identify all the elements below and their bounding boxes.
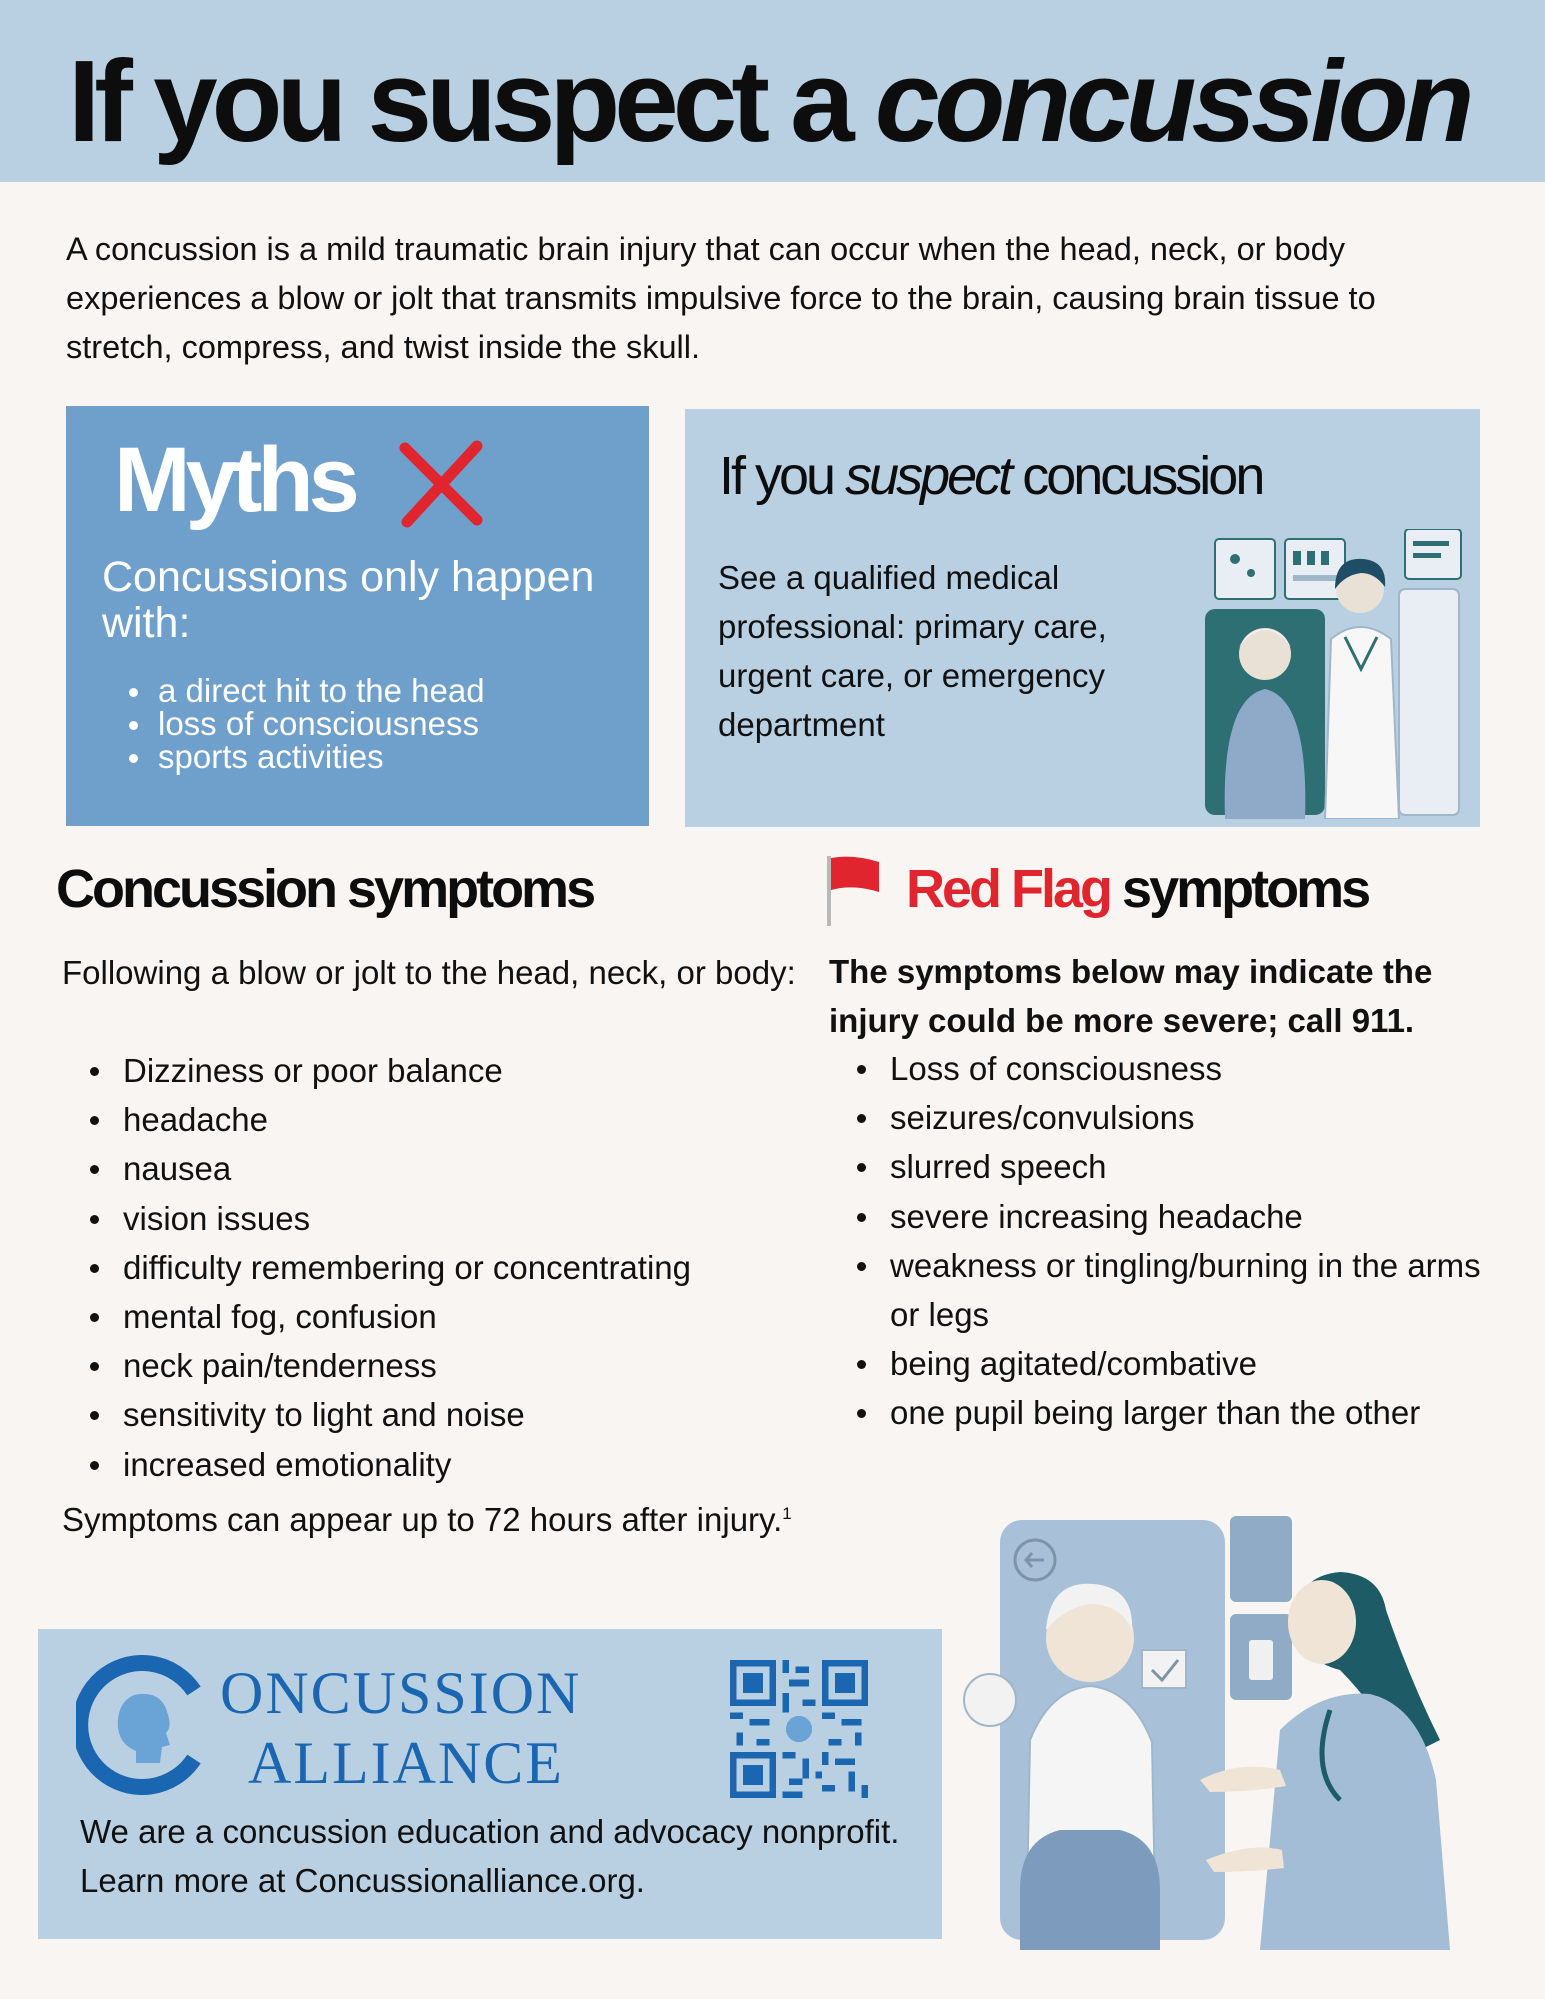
suspect-box — [685, 409, 1480, 827]
redflag-item: Loss of consciousness — [855, 1044, 1505, 1093]
suspect-text: See a qualified medical professional: primary care, urgent care, or emergency department — [718, 559, 1107, 743]
x-mark-icon — [391, 434, 491, 534]
suspect-title — [719, 445, 1262, 507]
intro-paragraph: A concussion is a mild traumatic brain injury that can occur when the head, neck, or body experiences a blow or jolt that transmits impulsive force to the brain, causing brain tissue to stretch, compress, and twist inside the skull. — [66, 231, 1376, 365]
symptom-item: neck pain/tenderness — [88, 1341, 691, 1390]
redflag-title-red: Red Flag — [906, 859, 1111, 919]
symptom-item: nausea — [88, 1144, 691, 1193]
redflag-item: slurred speech — [855, 1142, 1505, 1191]
page-title-plain: If you suspect a — [68, 36, 875, 166]
myths-title: Myths — [114, 429, 355, 531]
symptoms-note — [62, 1489, 802, 1544]
redflag-item: severe increasing headache — [855, 1192, 1505, 1241]
symptom-item: difficulty remembering or concentrating — [88, 1243, 691, 1292]
alliance-box — [38, 1629, 942, 1939]
page-title — [68, 32, 1470, 171]
doctor-patient-illustration — [1185, 529, 1465, 819]
concussion-alliance-logo — [76, 1655, 216, 1795]
symptoms-intro: Following a blow or jolt to the head, neck, or body: — [62, 954, 796, 991]
redflag-item: weakness or tingling/burning in the arms or legs — [855, 1241, 1505, 1339]
symptoms-title: Concussion symptoms — [56, 859, 594, 919]
redflag-title — [906, 858, 1368, 920]
page-title-emphasis: concussion — [874, 36, 1470, 166]
symptoms-note-text: Symptoms can appear up to 72 hours after injury. — [62, 1501, 783, 1538]
alliance-description: We are a concussion education and advocacy nonprofit. Learn more at Concussionalliance.org. — [80, 1813, 900, 1899]
myths-item: a direct hit to the head — [126, 674, 485, 707]
logo-text-line1: ONCUSSION — [220, 1660, 582, 1726]
qr-code[interactable] — [730, 1660, 868, 1798]
header-banner — [0, 0, 1545, 182]
redflag-item: one pupil being larger than the other — [855, 1388, 1505, 1437]
myths-box — [66, 406, 649, 826]
redflag-item: seizures/convulsions — [855, 1093, 1505, 1142]
symptom-item: headache — [88, 1095, 691, 1144]
symptom-item: increased emotionality — [88, 1440, 691, 1489]
red-flag-icon — [823, 852, 883, 928]
redflag-list — [855, 1044, 1505, 1438]
redflag-item: being agitated/combative — [855, 1339, 1505, 1388]
myths-subtitle: Concussions only happen with: — [102, 553, 595, 647]
symptom-item: sensitivity to light and noise — [88, 1390, 691, 1439]
symptom-item: mental fog, confusion — [88, 1292, 691, 1341]
myths-item: loss of consciousness — [126, 707, 485, 740]
symptoms-list — [88, 1046, 691, 1489]
suspect-title-em: suspect — [845, 446, 1011, 506]
doctor-examining-patient-illustration — [960, 1480, 1490, 1950]
redflag-title-rest: symptoms — [1110, 859, 1369, 919]
myths-list — [126, 674, 485, 773]
logo-text-line2: ALLIANCE — [248, 1730, 564, 1796]
footnote-ref: 1 — [782, 1504, 792, 1523]
myths-item: sports activities — [126, 740, 485, 773]
symptom-item: Dizziness or poor balance — [88, 1046, 691, 1095]
redflag-intro: The symptoms below may indicate the injury could be more severe; call 911. — [829, 953, 1433, 1039]
suspect-title-post: concussion — [1010, 446, 1263, 506]
symptom-item: vision issues — [88, 1194, 691, 1243]
suspect-title-pre: If you — [719, 446, 846, 506]
